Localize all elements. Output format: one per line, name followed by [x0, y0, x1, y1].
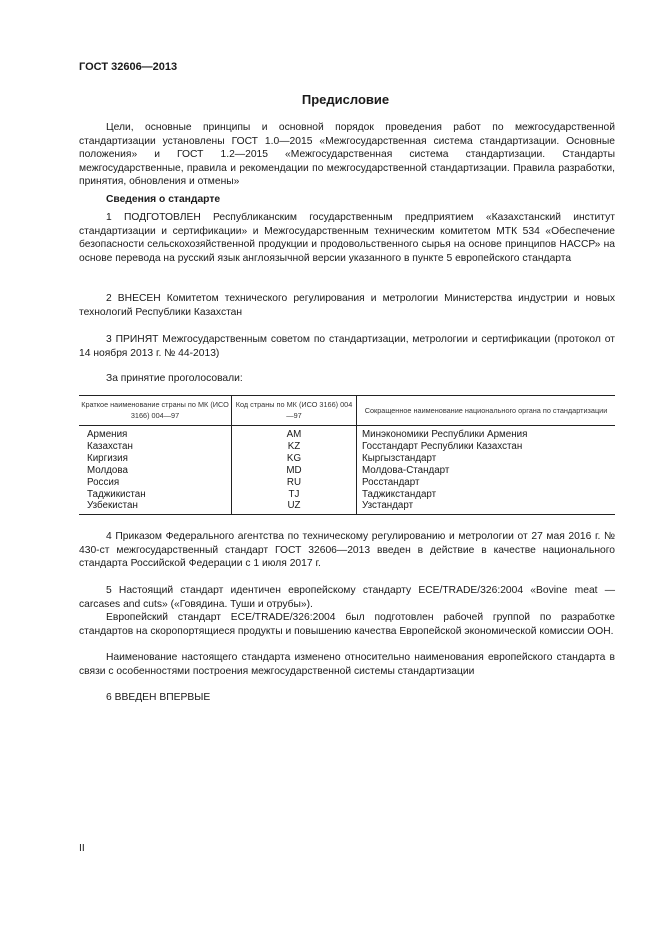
- page-title: Предисловие: [301, 92, 390, 107]
- table-row: [79, 441, 615, 453]
- table-row: [79, 453, 615, 465]
- table-row: [79, 465, 615, 477]
- item-4-paragraph: 4 Приказом Федерального агентства по техническому регулированию и метрологии от 27 мая 2016 г. № 430-ст межгосударственный стандарт ГОСТ 32606—2013 введен в действие в качестве национального стандарта Российской Федерации с 1 июля 2017 г.: [79, 531, 615, 570]
- body-cell: Росстандарт: [362, 476, 420, 488]
- table-header-row: [79, 396, 615, 426]
- table-row: [79, 477, 615, 489]
- column-header-body: Сокращенное наименование национального органа по стандартизации: [357, 396, 616, 426]
- code-cell: KG: [232, 453, 357, 465]
- country-cell: Узбекистан: [79, 500, 232, 514]
- body-cell: Госстандарт Республики Казахстан: [362, 440, 523, 452]
- body-cell: Таджикстандарт: [362, 488, 437, 500]
- column-header-code: Код страны по МК (ИСО 3166) 004—97: [232, 396, 357, 426]
- code-cell: KZ: [232, 441, 357, 453]
- item-3-paragraph: 3 ПРИНЯТ Межгосударственным советом по стандартизации, метрологии и сертификации (протокол от 14 ноября 2013 г. № 44-2013): [79, 334, 615, 359]
- intro-paragraph: Цели, основные принципы и основной порядок проведения работ по межгосударственной стандартизации установлены ГОСТ 1.0—2015 «Межгосударственная система стандартизации. Основные положения» и ГОСТ 1.2—2015 «Межгосударственная система стандартизации. Стандарты межгосударственные, правила и рекомендации по межгосударственной стандартизации. Правила разработки, принятия, обновления и отмены»: [79, 122, 615, 188]
- vote-label: За принятие проголосовали:: [106, 373, 243, 384]
- page-number: II: [79, 843, 85, 854]
- country-cell: Россия: [79, 477, 232, 489]
- item-2-paragraph: 2 ВНЕСЕН Комитетом технического регулирования и метрологии Министерства индустрии и новых технологий Республики Казахстан: [79, 293, 615, 318]
- body-cell: Молдова-Стандарт: [362, 464, 450, 476]
- voting-table: [79, 395, 615, 515]
- table-row: [79, 426, 615, 441]
- item-6-paragraph: 6 ВВЕДЕН ВПЕРВЫЕ: [106, 692, 211, 703]
- column-header-country: Краткое наименование страны по МК (ИСО 3166) 004—97: [79, 396, 232, 426]
- item-5-paragraph: 5 Настоящий стандарт идентичен европейскому стандарту ECE/TRADE/326:2004 «Bovine meat — carcases and cuts» («Говядина. Туши и отрубы»).: [79, 585, 615, 610]
- table-row: [79, 489, 615, 501]
- table-row: [79, 500, 615, 514]
- code-cell: AM: [232, 426, 357, 441]
- code-cell: TJ: [232, 489, 357, 501]
- section-subheading: Сведения о стандарте: [106, 194, 221, 205]
- document-code: ГОСТ 32606—2013: [79, 61, 178, 73]
- code-cell: MD: [232, 465, 357, 477]
- body-cell: Кыргызстандарт: [362, 452, 437, 464]
- country-cell: Казахстан: [79, 441, 232, 453]
- country-cell: Таджикистан: [79, 489, 232, 501]
- code-cell: UZ: [232, 500, 357, 514]
- item-1-paragraph: 1 ПОДГОТОВЛЕН Республиканским государственным предприятием «Казахстанский институт стандартизации и сертификации» и Межгосударственным техническим комитетом МТК 534 «Обеспечение безопасности сельскохозяйственной продукции и продовольственного сырья на основе принципов НАССР» на основе перевода на русский язык англоязычной версии указанного в пункте 5 европейского стандарта: [79, 212, 615, 264]
- country-cell: Молдова: [79, 465, 232, 477]
- item-5-european-standard-paragraph: Европейский стандарт ECE/TRADE/326:2004 был подготовлен рабочей группой по разработке стандартов на скоропортящиеся продукты и повышению качества Европейской экономической комиссии ООН.: [79, 612, 615, 637]
- country-cell: Киргизия: [79, 453, 232, 465]
- body-cell: Минэкономики Республики Армения: [362, 429, 528, 440]
- country-cell: Армения: [79, 426, 232, 441]
- body-cell: Узстандарт: [357, 500, 616, 514]
- code-cell: RU: [232, 477, 357, 489]
- item-5-name-change-paragraph: Наименование настоящего стандарта изменено относительно наименования европейского стандарта в связи с особенностями построения межгосударственной системы стандартизации: [79, 652, 615, 677]
